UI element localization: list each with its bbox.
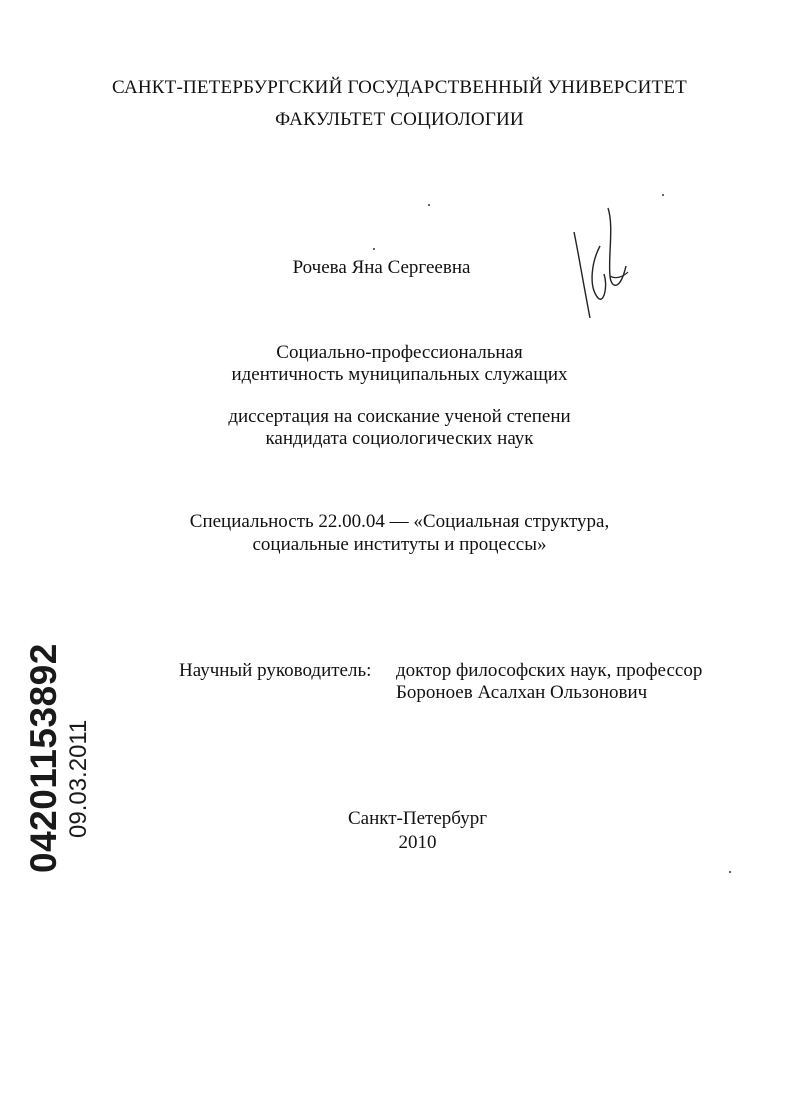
specialty-line-2: социальные институты и процессы» <box>252 534 547 555</box>
specialty-line-1: Специальность 22.00.04 — «Социальная структура, <box>189 511 610 532</box>
supervisor-name: Бороноев Асалхан Ользонович <box>396 682 648 703</box>
degree-line-2: кандидата социологических наук <box>265 428 534 449</box>
supervisor-label: Научный руководитель: <box>179 660 372 681</box>
library-stamp-number: 04201153892 <box>23 643 64 873</box>
university-name: САНКТ-ПЕТЕРБУРГСКИЙ ГОСУДАРСТВЕННЫЙ УНИВЕРСИТЕТ <box>112 77 687 98</box>
scan-speck <box>373 248 375 250</box>
supervisor-credentials: доктор философских наук, профессор <box>396 660 703 681</box>
author-name: Рочева Яна Сергеевна <box>292 257 471 278</box>
library-stamp-date: 09.03.2011 <box>65 719 92 838</box>
city: Санкт-Петербург <box>347 808 487 829</box>
dissertation-title-line-1: Социально-профессиональная <box>276 342 523 363</box>
faculty-name: ФАКУЛЬТЕТ СОЦИОЛОГИИ <box>275 109 524 130</box>
signature-icon <box>568 206 638 326</box>
scan-speck <box>662 194 664 196</box>
year: 2010 <box>398 832 437 853</box>
scan-speck <box>428 204 430 206</box>
dissertation-title-line-2: идентичность муниципальных служащих <box>231 364 568 385</box>
degree-line-1: диссертация на соискание ученой степени <box>228 406 571 427</box>
scan-speck <box>729 871 731 873</box>
